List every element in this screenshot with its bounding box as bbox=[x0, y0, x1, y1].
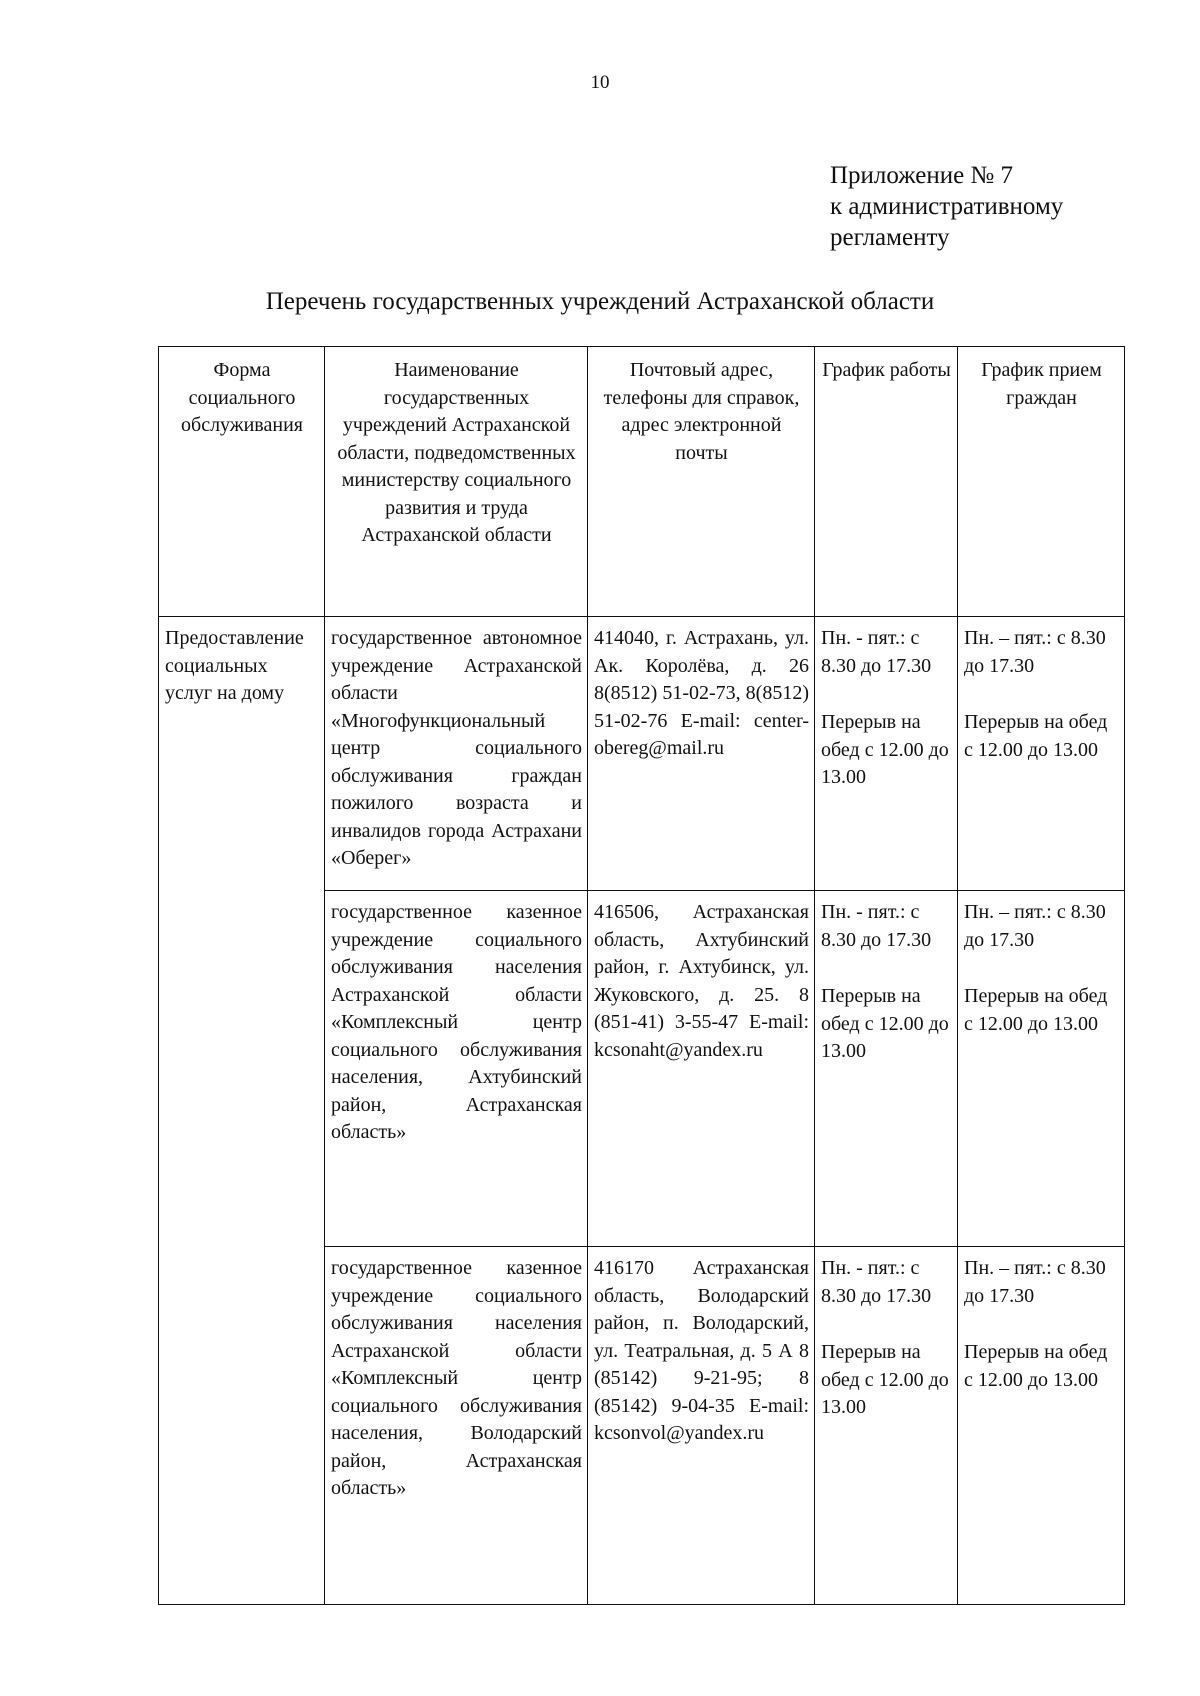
appendix-line: Приложение № 7 bbox=[830, 162, 1014, 189]
reception-hours: Пн. – пят.: с 8.30 до 17.30 bbox=[964, 627, 1106, 677]
header-form-of-service: Форма социального обслуживания bbox=[159, 347, 325, 617]
institution-cell: государственное автономное учреждение Астраханской области «Многофункциональный центр социального обслуживания граждан пожилого возраста и инвалидов города Астрахани «Оберег» bbox=[325, 617, 588, 891]
reception-schedule-cell bbox=[958, 617, 1125, 891]
reception-break: Перерыв на обед с 12.00 до 13.00 bbox=[964, 1341, 1108, 1391]
institution-cell: государственное казенное учреждение социального обслуживания населения Астраханской области «Комплексный центр социального обслуживания населения, Ахтубинский район, Астраханская область» bbox=[325, 891, 588, 1247]
header-work-schedule: График работы bbox=[815, 347, 958, 617]
reception-schedule-cell bbox=[958, 891, 1125, 1247]
work-break: Перерыв на обед с 12.00 до 13.00 bbox=[821, 1341, 949, 1418]
form-of-service-cell: Предоставление социальных услуг на дому bbox=[159, 617, 325, 1605]
appendix-line: к административному bbox=[830, 193, 1064, 220]
reception-hours: Пн. – пят.: с 8.30 до 17.30 bbox=[964, 1257, 1106, 1307]
header-reception-schedule: График прием граждан bbox=[958, 347, 1125, 617]
reception-hours: Пн. – пят.: с 8.30 до 17.30 bbox=[964, 901, 1106, 951]
work-break: Перерыв на обед с 12.00 до 13.00 bbox=[821, 711, 949, 788]
table-row bbox=[159, 617, 1125, 891]
work-schedule-cell bbox=[815, 891, 958, 1247]
work-hours: Пн. - пят.: с 8.30 до 17.30 bbox=[821, 627, 932, 677]
appendix-line: регламенту bbox=[830, 224, 950, 251]
work-hours: Пн. - пят.: с 8.30 до 17.30 bbox=[821, 901, 932, 951]
work-schedule-cell bbox=[815, 617, 958, 891]
address-cell: 414040, г. Астрахань, ул. Ак. Королёва, д. 26 8(8512) 51-02-73, 8(8512) 51-02-76 E-mail: center-obereg@mail.ru bbox=[588, 617, 815, 891]
document-title: Перечень государственных учреждений Астраханской области bbox=[265, 288, 935, 315]
reception-break: Перерыв на обед с 12.00 до 13.00 bbox=[964, 985, 1108, 1035]
table-header-row bbox=[159, 347, 1125, 617]
reception-break: Перерыв на обед с 12.00 до 13.00 bbox=[964, 711, 1108, 761]
institution-cell: государственное казенное учреждение социального обслуживания населения Астраханской области «Комплексный центр социального обслуживания населения, Володарский район, Астраханская область» bbox=[325, 1247, 588, 1605]
page-number: 10 bbox=[590, 72, 610, 93]
reception-schedule-cell bbox=[958, 1247, 1125, 1605]
address-cell: 416170 Астраханская область, Володарский район, п. Володарский, ул. Театральная, д. 5 А 8 (85142) 9-21-95; 8 (85142) 9-04-35 E-mail: kcsonvol@yandex.ru bbox=[588, 1247, 815, 1605]
appendix-note bbox=[830, 160, 1063, 253]
header-address: Почтовый адрес, телефоны для справок, адрес электронной почты bbox=[588, 347, 815, 617]
work-hours: Пн. - пят.: с 8.30 до 17.30 bbox=[821, 1257, 932, 1307]
header-institution-name: Наименование государственных учреждений Астраханской области, подведомственных министерству социального развития и труда Астраханской области bbox=[325, 347, 588, 617]
work-break: Перерыв на обед с 12.00 до 13.00 bbox=[821, 985, 949, 1062]
address-cell: 416506, Астраханская область, Ахтубинский район, г. Ахтубинск, ул. Жуковского, д. 25. 8 (851-41) 3-55-47 E-mail: kcsonaht@yandex.ru bbox=[588, 891, 815, 1247]
work-schedule-cell bbox=[815, 1247, 958, 1605]
institutions-table bbox=[158, 346, 1125, 1605]
